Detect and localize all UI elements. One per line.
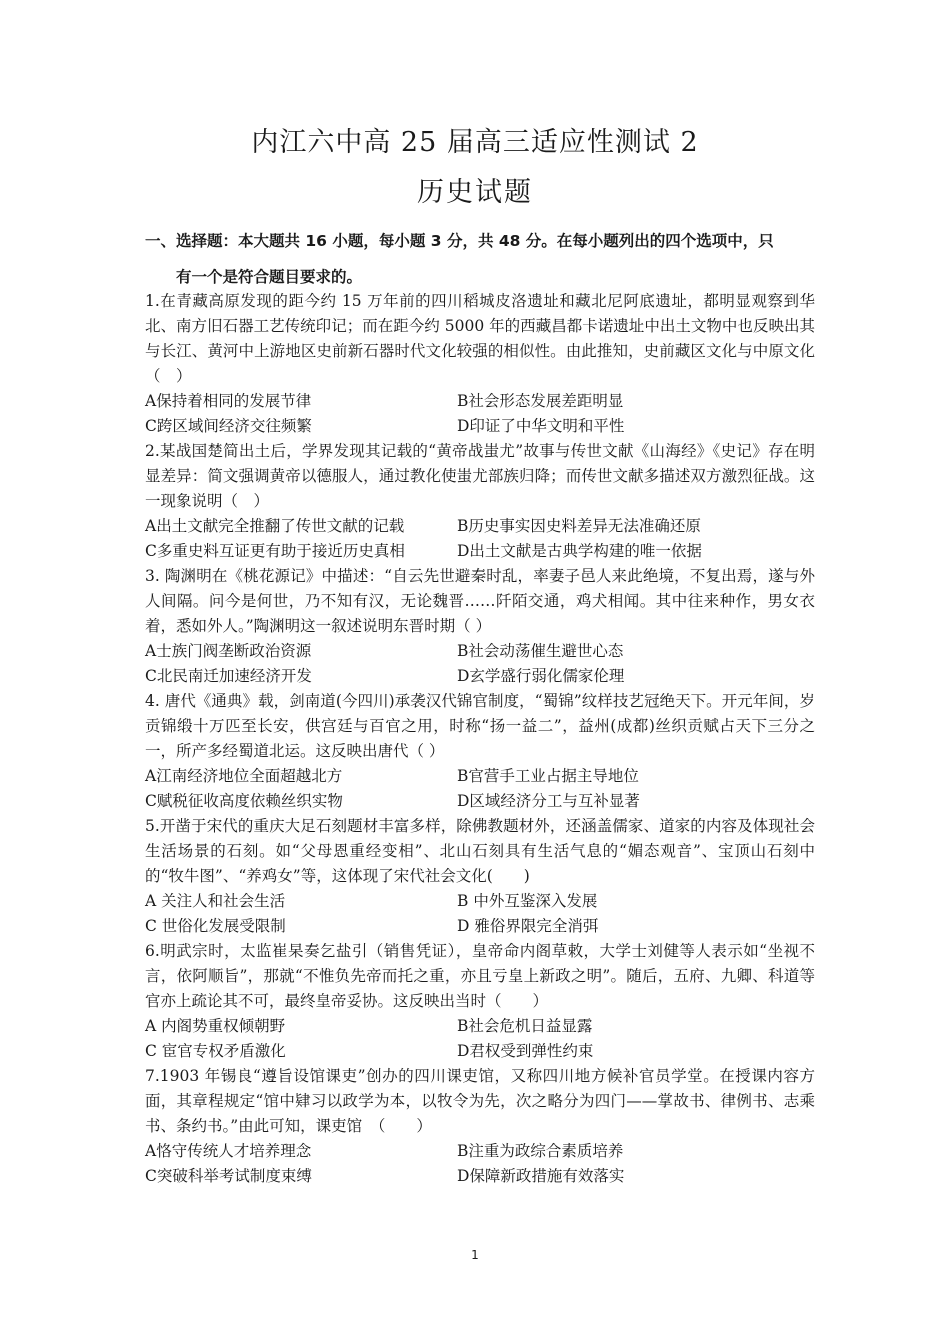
option-a: A江南经济地位全面超越北方: [145, 767, 343, 785]
option-c: C跨区域间经济交往频繁: [145, 417, 312, 435]
option-a: A保持着相同的发展节律: [145, 392, 312, 410]
section-instructions: [145, 223, 815, 295]
option-b: B社会形态发展差距明显: [457, 392, 624, 410]
option-a: A出土文献完全推翻了传世文献的记载: [145, 517, 405, 535]
option-a: A恪守传统人才培养理念: [145, 1142, 312, 1160]
option-c: C 宦官专权矛盾激化: [145, 1042, 286, 1060]
exam-subtitle: 历史试题: [417, 177, 533, 208]
option-b: B注重为政综合素质培养: [457, 1142, 624, 1160]
option-c: C 世俗化发展受限制: [145, 917, 286, 935]
question-stem: 7.1903 年锡良“遵旨设馆课吏”创办的四川课吏馆，又称四川地方候补官员学堂。在授课内容方面，其章程规定“馆中肄习以政学为本，以牧令为先，次之略分为四门——掌故书、律例书、志乘书、条约书。”由此可知，课吏馆 （ ）: [145, 1067, 815, 1135]
exam-title: 内江六中高 25 届高三适应性测试 2: [251, 127, 699, 158]
option-c: C赋税征收高度依赖丝织实物: [145, 792, 343, 810]
question-stem: 5.开凿于宋代的重庆大足石刻题材丰富多样，除佛教题材外，还涵盖儒家、道家的内容及体现社会生活场景的石刻。如“父母恩重经变相”、北山石刻具有生活气息的“媚态观音”、宝顶山石刻中的“牧牛图”、“养鸡女”等，这体现了宋代社会文化( ): [145, 817, 815, 885]
page-number: 1: [471, 1248, 479, 1262]
option-b: B官营手工业占据主导地位: [457, 767, 639, 785]
question-2: [145, 439, 815, 564]
option-b: B历史事实因史料差异无法准确还原: [457, 517, 701, 535]
option-c: C多重史料互证更有助于接近历史真相: [145, 542, 405, 560]
question-stem: 4. 唐代《通典》载，剑南道(今四川)承袭汉代锦官制度，“蜀锦”纹样技艺冠绝天下。开元年间，岁贡锦缎十万匹至长安，供宫廷与百官之用，时称“扬一益二”，益州(成都)丝织贡赋占天下三分之一，所产多经蜀道北运。这反映出唐代（ ）: [145, 692, 815, 760]
question-6: [145, 939, 815, 1064]
question-stem: 6.明武宗时，太监崔杲奏乞盐引（销售凭证），皇帝命内阁草敕，大学士刘健等人表示如“坐视不言，依阿顺旨”，那就“不惟负先帝而托之重，亦且亏皇上新政之明”。随后，五府、九卿、科道等官亦上疏论其不可，最终皇帝妥协。这反映出当时（ ）: [145, 942, 815, 1010]
option-a: A士族门阀垄断政治资源: [145, 642, 312, 660]
option-c: C突破科举考试制度束缚: [145, 1167, 312, 1185]
option-c: C北民南迁加速经济开发: [145, 667, 312, 685]
option-d: D君权受到弹性约束: [457, 1042, 594, 1060]
question-stem: 2.某战国楚简出土后，学界发现其记载的“黄帝战蚩尤”故事与传世文献《山海经》《史记》存在明显差异：简文强调黄帝以德服人，通过教化使蚩尤部族归降；而传世文献多描述双方激烈征战。这一现象说明（ ）: [145, 442, 815, 510]
question-3: [145, 564, 815, 689]
option-b: B社会动荡催生避世心态: [457, 642, 624, 660]
option-a: A 关注人和社会生活: [145, 892, 286, 910]
question-5: [145, 814, 815, 939]
section-instructions-line2: 有一个是符合题目要求的。: [176, 268, 363, 286]
question-list: [145, 289, 831, 1189]
question-4: [145, 689, 815, 814]
option-a: A 内阁势重权倾朝野: [145, 1017, 286, 1035]
option-d: D 雅俗界限完全消弭: [457, 917, 599, 935]
question-stem: 1.在青藏高原发现的距今约 15 万年前的四川稻城皮洛遗址和藏北尼阿底遗址，都明显观察到华北、南方旧石器工艺传统印记；而在距今约 5000 年的西藏昌都卡诺遗址中出土文物中也反映出其与长江、黄河中上游地区史前新石器时代文化较强的相似性。由此推知，史前藏区文化与中原文化 （ ）: [145, 292, 831, 385]
section-instructions-line1: 一、选择题：本大题共 16 小题，每小题 3 分，共 48 分。在每小题列出的四个选项中，只: [145, 232, 774, 250]
option-b: B社会危机日益显露: [457, 1017, 593, 1035]
option-d: D区域经济分工与互补显著: [457, 792, 640, 810]
option-d: D印证了中华文明和平性: [457, 417, 625, 435]
option-b: B 中外互鉴深入发展: [457, 892, 598, 910]
question-1: [145, 289, 831, 439]
option-d: D保障新政措施有效落实: [457, 1167, 625, 1185]
question-stem: 3. 陶渊明在《桃花源记》中描述：“自云先世避秦时乱，率妻子邑人来此绝境，不复出焉，遂与外人间隔。问今是何世，乃不知有汉，无论魏晋……阡陌交通，鸡犬相闻。其中往来种作，男女衣着，悉如外人。”陶渊明这一叙述说明东晋时期（ ）: [145, 567, 815, 635]
question-7: [145, 1064, 815, 1189]
option-d: D玄学盛行弱化儒家伦理: [457, 667, 625, 685]
option-d: D出土文献是古典学构建的唯一依据: [457, 542, 702, 560]
